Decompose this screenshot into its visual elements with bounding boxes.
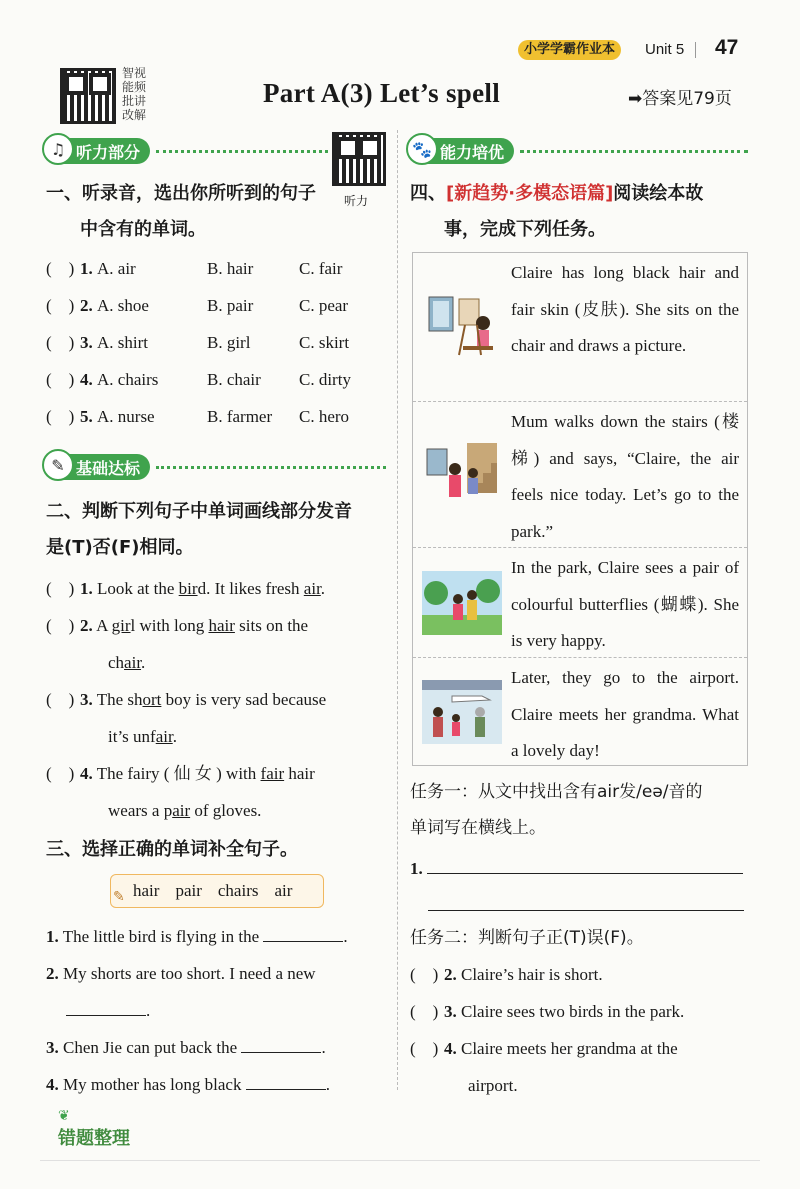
text: Claire’s hair is short. (461, 965, 603, 984)
q3-item (46, 918, 386, 955)
option-a: A. nurse (97, 407, 155, 426)
section-listening (46, 136, 328, 166)
section-basics (46, 452, 386, 482)
item-number: 1. (410, 859, 423, 878)
task1 (410, 774, 750, 846)
q3-item (46, 1066, 386, 1103)
story-paragraph: Claire has long black hair and fair skin (皮肤). She sits on the chair and draws a picture. (511, 263, 739, 355)
option-c: C. hero (299, 407, 350, 426)
underlined: bir (178, 579, 198, 598)
word-bank-word: chairs (217, 881, 259, 900)
option-b: B. farmer (207, 407, 273, 426)
story-paragraph: Later, they go to the airport. Claire meets her grandma. What a lovely day! (511, 668, 739, 760)
text: Claire sees two birds in the park. (461, 1002, 685, 1021)
story-panel (412, 252, 748, 766)
mistake-review-tag[interactable]: 错题整理 (58, 1128, 130, 1149)
option-b: B. girl (207, 333, 251, 352)
qr-caption-line: 改解 (122, 108, 147, 122)
text: My shorts are too short. I need a new (63, 964, 316, 983)
underlined: air (155, 727, 173, 746)
heading-line: 事，完成下列任务。 (444, 219, 606, 240)
underlined: air (172, 801, 191, 820)
text: The sh (96, 690, 143, 709)
text: My mother has long black (63, 1075, 242, 1094)
q1-item[interactable]: ( ) 4. A. chairs B. chair C. dirty (46, 361, 386, 398)
item-number: 4. (444, 1039, 457, 1058)
text: l with long (130, 616, 209, 635)
underlined: ort (142, 690, 162, 709)
task2-item-cont (410, 1067, 750, 1104)
story-row (413, 547, 747, 657)
option-c: C. pear (299, 296, 349, 315)
q1-item[interactable]: ( ) 2. A. shoe B. pair C. pear (46, 287, 386, 324)
qr-caption (122, 66, 146, 122)
option-b: B. pair (207, 296, 254, 315)
q1-item[interactable]: ( ) 3. A. shirt B. girl C. skirt (46, 324, 386, 361)
item-number: 1. (80, 579, 93, 598)
illustration-park (413, 548, 511, 657)
option-b: B. hair (207, 259, 254, 278)
unit-label: Unit 5 (645, 41, 685, 58)
item-number: 3. (80, 690, 93, 709)
text: The little bird is flying in the (62, 927, 260, 946)
heading-line: 一、听录音，选出你所听到的句子 (46, 183, 316, 204)
story-paragraph: Mum walks down the stairs (楼梯) and says, “Claire, the air feels nice today. Let’s go to the park.” (511, 412, 739, 541)
story-paragraph: In the park, Claire sees a pair of colourful butterflies (蝴蝶). She is very happy. (511, 558, 739, 650)
heading-line: 中含有的单词。 (80, 219, 206, 240)
q3-item (46, 955, 386, 992)
column-divider (397, 130, 398, 1090)
option-a: A. air (97, 259, 136, 278)
text: . (325, 1075, 330, 1094)
story-row (413, 253, 747, 401)
text: airport. (468, 1076, 518, 1095)
option-c: C. skirt (299, 333, 350, 352)
qr-caption-line: 批讲 (122, 94, 147, 108)
pencil-cat-icon: ✎ (42, 449, 74, 481)
text: . (172, 727, 177, 746)
illustration-airport (413, 658, 511, 765)
qr-caption-line: 能频 (122, 80, 147, 94)
listen-caption: 听力 (344, 194, 369, 208)
item-number: 3. (444, 1002, 457, 1021)
qr-code-icon[interactable] (60, 68, 116, 124)
text: boy is very sad because (161, 690, 327, 709)
task2-item[interactable]: ( ) 2. Claire’s hair is short. (410, 965, 603, 984)
heading-prefix: 四、 (410, 183, 446, 204)
illustration-drawing (413, 253, 511, 401)
text: wears a p (108, 801, 173, 820)
task2-item[interactable]: ( ) 3. Claire sees two birds in the park. (410, 1002, 685, 1021)
q3-item-cont (46, 992, 386, 1029)
underlined: air (303, 579, 321, 598)
qr-caption-line: 智视 (122, 66, 147, 80)
answer-reference: ➡答案见79页 (628, 89, 732, 109)
item-number: 1. (80, 259, 93, 278)
text: Claire meets her grandma at the (461, 1039, 678, 1058)
text: . (343, 927, 348, 946)
q1-items (46, 250, 386, 435)
brand-badge: 小学学霸作业本 (518, 40, 621, 60)
text: Chen Jie can put back the (63, 1038, 238, 1057)
heading-line: 二、判断下列句子中单词画线部分发音 (46, 501, 352, 522)
text: hair (284, 764, 315, 783)
text: . (141, 653, 146, 672)
heading-line: 是(T)否(F)相同。 (46, 537, 194, 558)
word-bank-word: hair (133, 881, 160, 900)
word-bank-word: air (274, 881, 293, 900)
task2-items (410, 956, 750, 1104)
task1-answer (410, 850, 750, 924)
option-a: A. chairs (97, 370, 159, 389)
option-a: A. shoe (97, 296, 149, 315)
text: d. It likes fresh (197, 579, 304, 598)
text: it’s unf (108, 727, 156, 746)
q2-item[interactable]: ( ) 4. The fairy ( 仙 女 ) with fair hair (46, 764, 315, 783)
item-number: 5. (80, 407, 93, 426)
heading-tag: [新趋势·多模态语篇] (446, 183, 614, 204)
item-number: 3. (46, 1038, 59, 1057)
word-bank (110, 874, 324, 908)
text: The fairy ( 仙 女 ) with (96, 764, 261, 783)
text: Look at the (97, 579, 179, 598)
q1-heading (46, 176, 386, 248)
q3-item (46, 1029, 386, 1066)
item-number: 3. (80, 333, 93, 352)
q2-heading (46, 494, 386, 566)
illustration-stairs (413, 402, 511, 547)
story-row (413, 657, 747, 765)
underlined: hair (208, 616, 235, 635)
option-c: C. fair (299, 259, 343, 278)
option-a: A. shirt (97, 333, 148, 352)
task2-heading: 任务二：判断句子正(T)误(F)。 (410, 928, 644, 948)
q2-item-cont (46, 644, 386, 681)
answer-line[interactable] (428, 895, 744, 911)
item-number: 4. (46, 1075, 59, 1094)
section-ability (410, 136, 748, 166)
underlined: gir (111, 616, 131, 635)
bottom-divider (40, 1160, 760, 1161)
dog-mascot-icon: 🐾 (406, 133, 438, 165)
item-number: 2. (80, 616, 93, 635)
answer-blank[interactable] (246, 1074, 326, 1090)
item-number: 1. (46, 927, 59, 946)
item-number: 4. (80, 370, 93, 389)
task-heading: 单词写在横线上。 (410, 818, 546, 838)
q2-item-cont (46, 792, 386, 829)
q3-heading: 三、选择正确的单词补全句子。 (46, 839, 298, 860)
underlined: air (124, 653, 142, 672)
q1-item[interactable]: ( ) 1. A. air B. hair C. fair (46, 250, 386, 287)
text: of gloves. (190, 801, 262, 820)
item-number: 4. (80, 764, 93, 783)
option-c: C. dirty (299, 370, 351, 389)
headphones-icon: ♫ (42, 133, 74, 165)
answer-line[interactable] (427, 858, 743, 874)
q4-heading (410, 176, 750, 248)
section-label: 基础达标 (76, 458, 141, 478)
option-b: B. chair (207, 370, 261, 389)
text: . (146, 1001, 151, 1020)
section-label: 听力部分 (76, 142, 141, 162)
section-label: 能力培优 (440, 142, 505, 162)
text: A (96, 616, 112, 635)
q2-item[interactable]: ( ) 3. The short boy is very sad because (46, 690, 327, 709)
q3-items (46, 918, 386, 1103)
item-number: 2. (80, 296, 93, 315)
q1-item[interactable]: ( ) 5. A. nurse B. farmer C. hero (46, 398, 386, 435)
text: ch (108, 653, 125, 672)
text: . (321, 1038, 326, 1057)
underlined: fair (260, 764, 285, 783)
item-number: 2. (46, 964, 59, 983)
task2-item[interactable]: ( ) 4. Claire meets her grandma at the (410, 1039, 678, 1058)
answer-blank[interactable] (263, 926, 343, 942)
page-number: 47 (715, 36, 739, 59)
q2-items (46, 570, 386, 829)
q2-item[interactable]: ( ) 2. A girl with long hair sits on the (46, 616, 309, 635)
pencil-icon: ✎ (113, 890, 125, 905)
answer-blank[interactable] (241, 1037, 321, 1053)
leaf-icon: ❦ (58, 1109, 70, 1124)
item-number: 2. (444, 965, 457, 984)
q2-item[interactable]: ( ) 1. Look at the bird. It likes fresh air. (46, 579, 326, 598)
text: . (320, 579, 326, 598)
answer-blank[interactable] (66, 1000, 146, 1016)
lesson-title: Part A(3) Let’s spell (263, 78, 500, 108)
word-bank-word: pair (175, 881, 202, 900)
heading-rest: 阅读绘本故 (613, 183, 704, 204)
header-separator (695, 42, 696, 58)
story-row (413, 401, 747, 547)
q2-item-cont (46, 718, 386, 755)
text: sits on the (234, 616, 309, 635)
task-heading: 任务一：从文中找出含有air发/eə/音的 (410, 782, 703, 802)
